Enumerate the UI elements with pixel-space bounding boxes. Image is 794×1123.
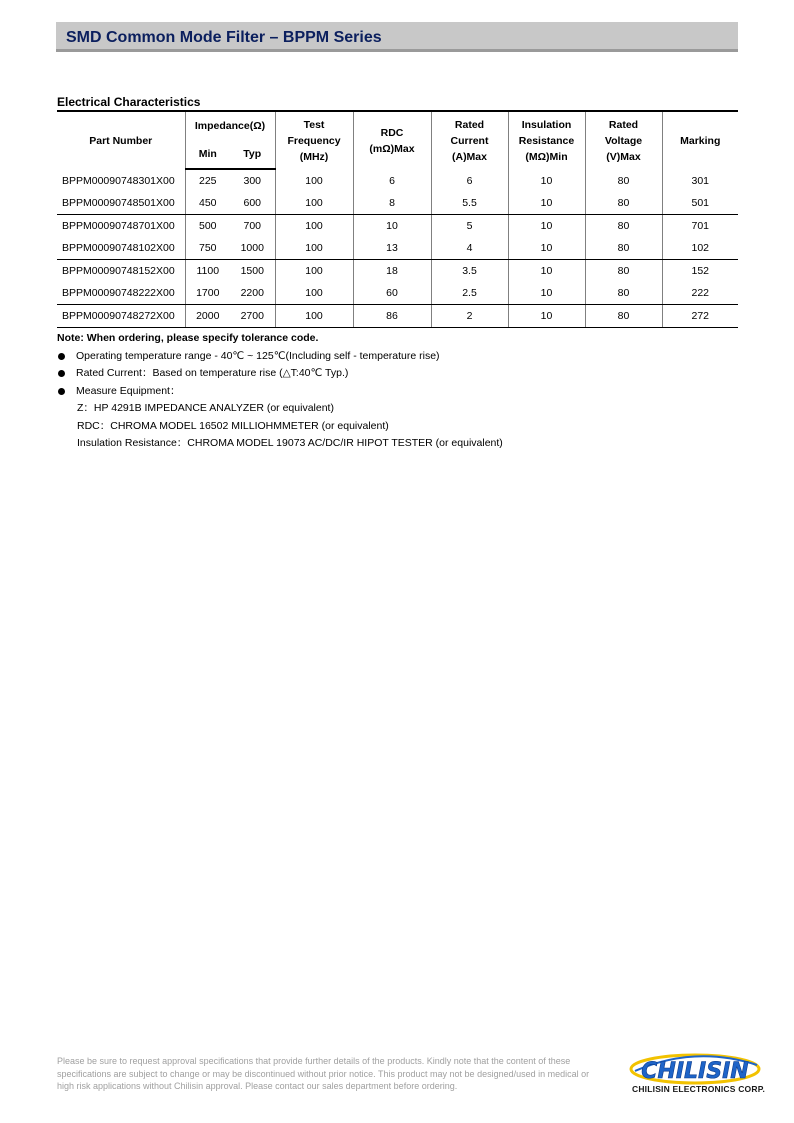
bullet-dot-icon [58,388,65,395]
cell-part-number: BPPM00090748501X00 [57,192,185,215]
table-row [57,192,738,215]
cell-insulation: 10 [508,237,585,260]
bullet-dot-icon [58,353,65,360]
cell-impedance-min: 2000 [185,305,230,328]
cell-marking: 222 [662,282,738,305]
table-row [57,282,738,305]
header-rated-current: Rated Current (A)Max [431,111,508,169]
cell-insulation: 10 [508,282,585,305]
bullet-item [57,383,503,401]
cell-insulation: 10 [508,215,585,238]
header-marking: Marking [662,111,738,169]
cell-rated-current: 3.5 [431,260,508,283]
cell-insulation: 10 [508,305,585,328]
equipment-item: Z：HP 4291B IMPEDANCE ANALYZER (or equivalent) [77,402,334,414]
cell-rdc: 18 [353,260,431,283]
cell-rdc: 13 [353,237,431,260]
cell-test-frequency: 100 [275,260,353,283]
header-insulation-resistance: Insulation Resistance (MΩ)Min [508,111,585,169]
cell-part-number: BPPM00090748272X00 [57,305,185,328]
cell-rated-voltage: 80 [585,237,662,260]
table-row [57,169,738,192]
cell-marking: 272 [662,305,738,328]
header-impedance-min: Min [185,140,230,169]
bullet-item [57,348,503,366]
footer-disclaimer: Please be sure to request approval specifications that provide further details of the products. Kindly note that the content of these specifications are subject to change or may be discontinued without prior notice. This product may not be designed/used in medical or high risk applications without Chilisin approval. Please contact our sales department before ordering. [57,1056,590,1091]
bullet-text: Operating temperature range - 40℃ ~ 125℃(Including self - temperature rise) [76,349,440,362]
notes-section [57,330,503,453]
cell-rated-current: 5.5 [431,192,508,215]
electrical-characteristics-table [57,110,738,328]
company-name: CHILISIN ELECTRONICS CORP. [632,1084,766,1094]
cell-insulation: 10 [508,169,585,192]
cell-rated-voltage: 80 [585,260,662,283]
cell-test-frequency: 100 [275,215,353,238]
cell-rdc: 86 [353,305,431,328]
cell-impedance-typ: 700 [243,220,262,232]
page-title: SMD Common Mode Filter – BPPM Series [66,29,382,46]
cell-rated-current: 2 [431,305,508,328]
cell-test-frequency: 100 [275,305,353,328]
cell-rated-current: 6 [431,169,508,192]
section-title: Electrical Characteristics [57,95,201,109]
cell-marking: 501 [662,192,738,215]
cell-part-number: BPPM00090748701X00 [62,220,175,232]
cell-part-number: BPPM00090748152X00 [62,265,175,277]
cell-impedance-min: 225 [185,169,230,192]
cell-rdc: 60 [353,282,431,305]
cell-rated-current: 2.5 [431,282,508,305]
cell-impedance-typ: 1500 [240,265,264,277]
bullet-text: Measure Equipment： [76,384,181,397]
cell-rated-current: 4 [431,237,508,260]
cell-impedance-typ: 1000 [230,237,275,260]
header-rdc: RDC (mΩ)Max [353,111,431,169]
cell-insulation: 10 [508,192,585,215]
cell-part-number: BPPM00090748102X00 [57,237,185,260]
cell-rdc: 10 [353,215,431,238]
cell-impedance-min: 1700 [185,282,230,305]
header-impedance: Impedance(Ω) [185,111,275,140]
cell-marking: 152 [662,260,738,283]
bullet-dot-icon [58,370,65,377]
cell-insulation: 10 [508,260,585,283]
svg-text:CHILISIN: CHILISIN [641,1059,749,1084]
cell-rated-voltage: 80 [585,305,662,328]
cell-marking: 102 [662,237,738,260]
cell-part-number: BPPM00090748301X00 [62,174,175,187]
cell-impedance-typ: 2700 [230,305,275,328]
cell-test-frequency: 100 [275,282,353,305]
table-row [57,305,738,328]
cell-rated-voltage: 80 [585,192,662,215]
cell-impedance-min: 1100 [185,260,230,283]
cell-rated-current: 5 [431,215,508,238]
cell-rated-voltage: 80 [585,282,662,305]
bullet-text: Rated Current：Based on temperature rise (△T:40℃ Typ.) [76,367,349,379]
cell-marking: 301 [662,169,738,192]
cell-rated-voltage: 80 [585,215,662,238]
header-rated-voltage: Rated Voltage (V)Max [585,111,662,169]
cell-impedance-typ: 300 [243,175,262,187]
cell-test-frequency: 100 [275,237,353,260]
header-bar [56,22,738,52]
table-row [57,215,738,238]
cell-impedance-typ: 2200 [230,282,275,305]
cell-test-frequency: 100 [275,169,353,192]
cell-impedance-min: 500 [185,215,230,238]
table-row [57,260,738,283]
equipment-item: RDC：CHROMA MODEL 16502 MILLIOHMMETER (or equivalent) [77,419,389,432]
cell-impedance-typ: 600 [230,192,275,215]
bullet-item [57,365,503,383]
header-test-frequency: Test Frequency (MHz) [275,111,353,169]
cell-rdc: 8 [353,192,431,215]
cell-marking: 701 [662,215,738,238]
header-impedance-typ: Typ [230,140,275,169]
cell-impedance-min: 450 [185,192,230,215]
cell-rated-voltage: 80 [585,169,662,192]
ordering-note: Note: When ordering, please specify tolerance code. [57,332,319,344]
cell-impedance-min: 750 [185,237,230,260]
cell-test-frequency: 100 [275,192,353,215]
cell-rdc: 6 [353,169,431,192]
table-row [57,237,738,260]
header-part-number: Part Number [57,111,185,169]
cell-part-number: BPPM00090748222X00 [57,282,185,305]
equipment-item: Insulation Resistance：CHROMA MODEL 19073 AC/DC/IR HIPOT TESTER (or equivalent) [77,437,503,449]
